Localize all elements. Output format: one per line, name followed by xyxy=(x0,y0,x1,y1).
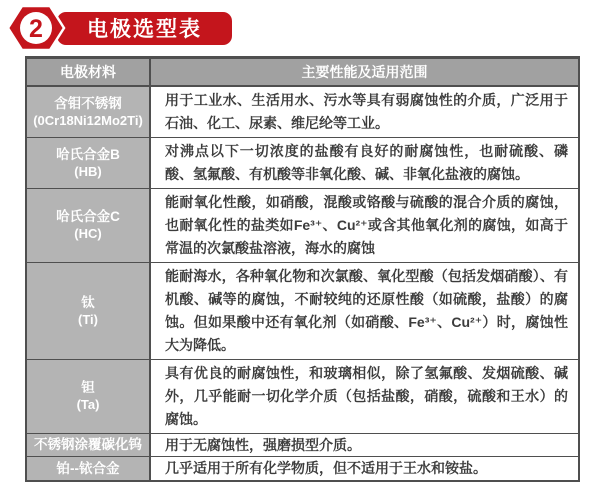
hexagon-number-icon xyxy=(5,3,67,53)
electrode-selection-table xyxy=(25,56,580,482)
section-title xyxy=(57,12,232,45)
table-row xyxy=(26,359,579,433)
material-cell xyxy=(26,359,150,433)
material-cell xyxy=(26,262,150,359)
table-header-row xyxy=(26,58,579,86)
column-header-performance: 主要性能及适用范围 xyxy=(150,58,579,86)
material-name: 哈氏合金C xyxy=(56,209,120,224)
material-cell xyxy=(26,86,150,138)
material-name: 钛 xyxy=(81,294,95,310)
material-name: 含钼不锈钢 xyxy=(54,95,122,111)
table-row xyxy=(26,456,579,481)
description-cell: 能耐海水，各种氧化物和次氯酸、氧化型酸（包括发烟硝酸）、有机酸、碱等的腐蚀，不耐较纯的还原性酸（如硫酸，盐酸）的腐蚀。但如果酸中还有氧化剂（如硝酸、Fe³⁺、Cu²⁺）时，腐蚀性大为降低。 xyxy=(150,262,579,359)
description-cell: 能耐氧化性酸，如硝酸，混酸或铬酸与硫酸的混合介质的腐蚀，也耐氧化性的盐类如Fe³⁺、Cu²⁺或含其他氧化剂的腐蚀，如高于常温的次氯酸盐溶液，海水的腐蚀 xyxy=(150,188,579,262)
material-code: (Ta) xyxy=(76,397,100,412)
description-cell: 对沸点以下一切浓度的盐酸有良好的耐腐蚀性，也耐硫酸、磷酸、氢氟酸、有机酸等非氧化酸、碱、非氧化盐液的腐蚀。 xyxy=(150,137,579,188)
material-cell xyxy=(26,137,150,188)
badge-number: 2 xyxy=(29,15,43,43)
material-name: 铂--铱合金 xyxy=(56,460,120,476)
table-row xyxy=(26,262,579,359)
material-name: 哈氏合金B xyxy=(56,146,120,162)
description-cell: 用于无腐蚀性，强磨损型介质。 xyxy=(150,433,579,456)
material-code: (Ti) xyxy=(78,311,98,327)
material-cell xyxy=(26,188,150,262)
table-row xyxy=(26,86,579,138)
table-row xyxy=(26,188,579,262)
table-row xyxy=(26,433,579,456)
material-code: (HB) xyxy=(74,163,102,179)
description-cell: 用于工业水、生活用水、污水等具有弱腐蚀性的介质，广泛用于石油、化工、尿素、维尼纶等工业。 xyxy=(150,86,579,138)
material-cell xyxy=(26,456,150,481)
material-name: 不锈钢涂覆碳化钨 xyxy=(34,437,142,452)
material-name: 钽 xyxy=(81,380,95,395)
column-header-material: 电极材料 xyxy=(26,58,150,86)
description-cell: 几乎适用于所有化学物质，但不适用于王水和铵盐。 xyxy=(150,456,579,481)
material-cell xyxy=(26,433,150,456)
material-code: (0Cr18Ni12Mo2Ti) xyxy=(33,112,143,128)
material-code: (HC) xyxy=(74,226,102,241)
section-title-label: 电极选型表 xyxy=(87,17,202,41)
table-row xyxy=(26,137,579,188)
description-cell: 具有优良的耐腐蚀性，和玻璃相似，除了氢氟酸、发烟硫酸、碱外，几乎能耐一切化学介质（包括盐酸，硝酸，硫酸和王水）的腐蚀。 xyxy=(150,359,579,433)
